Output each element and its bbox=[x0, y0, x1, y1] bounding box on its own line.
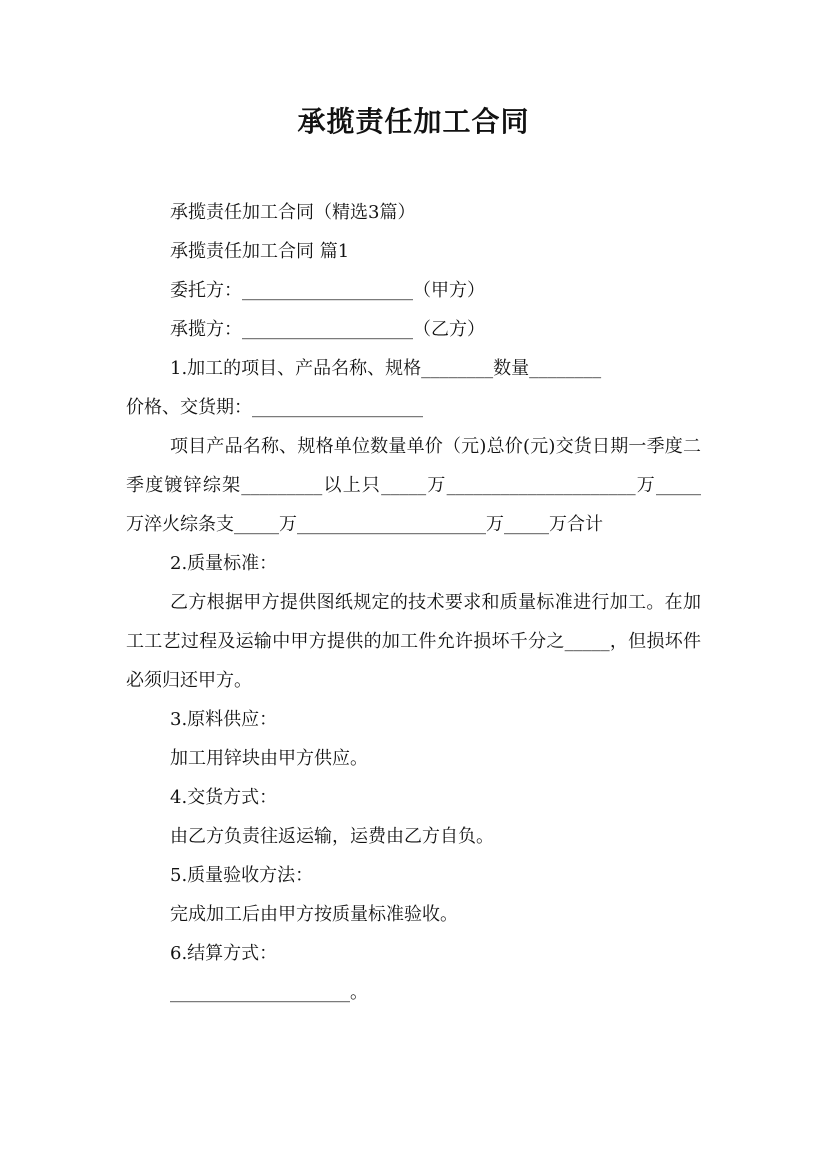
contractor-line: 承揽方：___________________（乙方） bbox=[170, 319, 485, 340]
item5-heading: 5.质量验收方法： bbox=[170, 865, 314, 886]
item1-line2: 价格、交货期：___________________ bbox=[126, 397, 423, 418]
document-title: 承揽责任加工合同 bbox=[297, 105, 530, 138]
item1-line1: 1.加工的项目、产品名称、规格________数量________ bbox=[170, 358, 602, 379]
item6-text: ____________________。 bbox=[170, 982, 368, 1003]
item3-heading: 3.原料供应： bbox=[170, 709, 278, 730]
item4-text: 由乙方负责往返运输，运费由乙方自负。 bbox=[170, 826, 494, 847]
item5-text: 完成加工后由甲方按质量标准验收。 bbox=[170, 904, 458, 925]
item6-heading: 6.结算方式： bbox=[170, 943, 278, 964]
document-subtitle: 承揽责任加工合同（精选3篇） bbox=[170, 202, 416, 223]
item2-paragraph: 乙方根据甲方提供图纸规定的技术要求和质量标准进行加工。在加工工艺过程及运输中甲方提供的加工件允许损坏千分之_____，但损坏件必须归还甲方。 bbox=[126, 592, 701, 691]
item3-text: 加工用锌块由甲方供应。 bbox=[170, 748, 368, 769]
product-table-paragraph: 项目产品名称、规格单位数量单价（元)总价(元)交货日期一季度二季度镀锌综架_________以上只_____万_____________________万_____万淬火综条支_____万_____________________万_____万合计 bbox=[126, 436, 701, 535]
item2-heading: 2.质量标准： bbox=[170, 553, 278, 574]
item4-heading: 4.交货方式： bbox=[170, 787, 278, 808]
document-body bbox=[126, 193, 701, 1012]
article-heading: 承揽责任加工合同 篇1 bbox=[170, 241, 350, 262]
client-line: 委托方：___________________（甲方） bbox=[170, 280, 485, 301]
